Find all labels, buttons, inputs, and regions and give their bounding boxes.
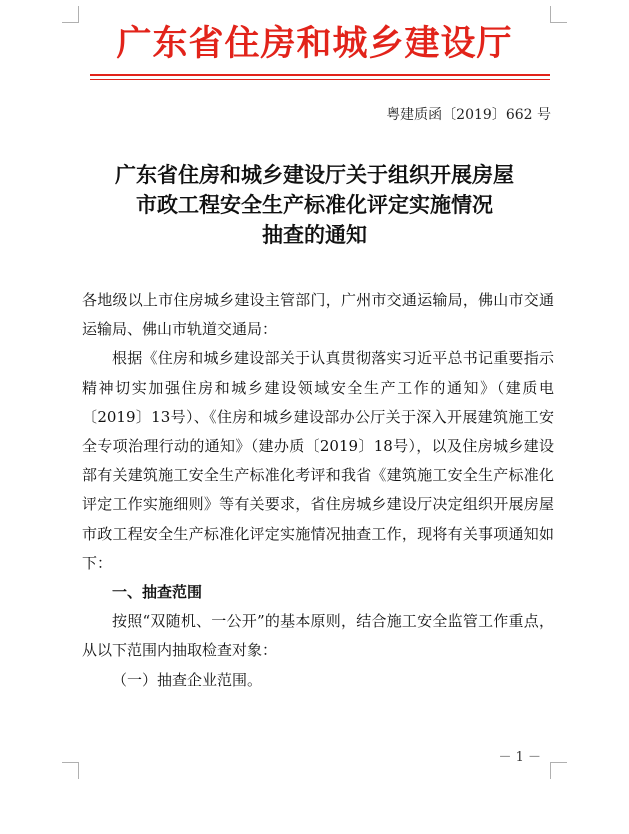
section-heading-scope: 一、抽查范围 (112, 583, 203, 602)
paragraph-principle: 按照“双随机、一公开”的基本原则，结合施工安全监管工作重点，从以下范围内抽取检查对象： (82, 612, 554, 660)
page-number: － 1 － (498, 750, 541, 765)
subsection-enterprise-scope: （一）抽查企业范围。 (112, 670, 263, 689)
letterhead-red-rule-thin (90, 79, 550, 80)
crop-mark-bottom-right (550, 762, 567, 779)
letterhead-red-rule (90, 74, 550, 76)
document-title (60, 160, 569, 250)
document-body (82, 286, 554, 695)
document-number: 粤建质函〔2019〕662 号 (386, 107, 551, 123)
paragraph-basis: 根据《住房和城乡建设部关于认真贯彻落实习近平总书记重要指示精神切实加强住房和城乡建设领域安全生产工作的通知》（建质电〔2019〕13号）、《住房和城乡建设部办公厅关于深入开展建筑施工安全专项治理行动的通知》（建办质〔2019〕18号），以及住房城乡建设部有关建筑施工安全生产标准化考评和我省《建筑施工安全生产标准化评定工作实施细则》等有关要求，省住房城乡建设厅决定组织开展房屋市政工程安全生产标准化评定实施情况抽查工作，现将有关事项通知如下： (82, 349, 554, 572)
title-line-3: 抽查的通知 (262, 223, 367, 247)
addressee: 各地级以上市住房城乡建设主管部门，广州市交通运输局，佛山市交通运输局、佛山市轨道交通局： (82, 291, 554, 339)
crop-mark-top-left (62, 6, 79, 23)
crop-mark-top-right (550, 6, 567, 23)
title-line-1: 广东省住房和城乡建设厅关于组织开展房屋 (115, 163, 514, 187)
title-line-2: 市政工程安全生产标准化评定实施情况 (136, 193, 493, 217)
letterhead-title: 广东省住房和城乡建设厅 (116, 23, 513, 64)
crop-mark-bottom-left (62, 762, 79, 779)
